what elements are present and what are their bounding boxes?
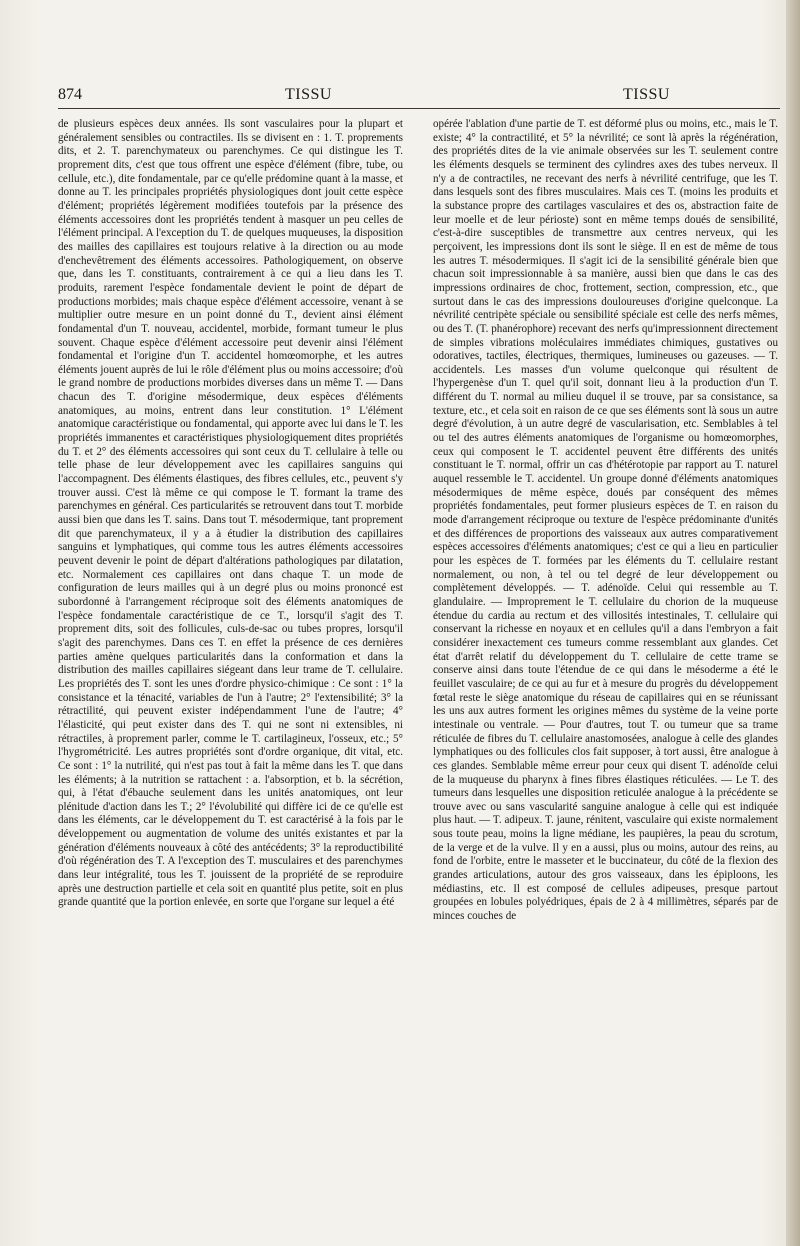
header-rule <box>58 108 780 109</box>
left-column-text: de plusieurs espèces deux années. Ils sont vasculaires pour la plupart et généralement sensibles ou contractiles. Ils se divisent en : 1. T. proprements dits, et 2. T. parenchymateux ou parenchymes. Ce qui distingue les T. proprement dits, c'est que tous offrent une espèce d'élément (fibre, tube, ou cellule, etc.), dite fondamentale, par ce qu'elle prédomine quant à la masse, et donne au T. les principales propriétés physiologiques dont jouit cette espèce d'élément; propriétés légèrement modifiées toutefois par la présence des éléments accessoires dont les propriétés tendent à masquer un peu celles de l'élément principal. A l'exception du T. de quelques muqueuses, la disposition des mailles des capillaires est toujours relative à la direction ou au mode d'enchevêtrement des éléments accessoires. Pathologiquement, on observe que, dans les T. constituants, contrairement à ce qui a lieu dans les T. produits, rarement l'espèce fondamentale devient le point de départ de productions morbides; mais chaque espèce d'élément accessoire, venant à se multiplier outre mesure en un point donné du T., devient ainsi élément fondamental d'un T. nouveau, accidentel, morbide, formant tumeur le plus souvent. Chaque espèce d'élément accessoire peut devenir ainsi l'élément fondamental et l'origine d'un T. accidentel homœomorphe, et les autres éléments jouent auprès de lui le rôle d'élément plus ou moins accessoire; d'où le grand nombre de productions morbides diverses dans un même T. — Dans chacun des T. d'origine mésodermique, deux espèces d'éléments anatomiques, au moins, entrent dans leur constitution. 1° L'élément anatomique caractéristique ou fondamental, qui apporte avec lui dans le T. les propriétés immanentes et caractéristiques physiologiquement dites propriétés du T. et 2° des éléments accessoires qui sont ceux du T. cellulaire à telle ou telle phase de leur développement avec les capillaires sanguins qui l'accompagnent. Des éléments élastiques, des fibres cellules, etc., peuvent s'y trouver aussi. C'est là même ce qui compose le T. formant la trame des parenchymes en général. Ces particularités se retrouvent dans tout T. morbide aussi bien que dans les T. sains. Dans tout T. mésodermique, tant proprement dit que parenchymateux, il y a à étudier la distribution des capillaires sanguins et lymphatiques, qui comme tous les autres éléments accessoires peuvent devenir le point de départ d'altérations pathologiques par dilatation, etc. Normalement ces capillaires ont dans chaque T. un mode de configuration de leurs mailles qui à un degré plus ou moins prononcé est subordonné à l'arrangement réciproque soit des éléments anatomiques de l'espèce fondamentale caractéristique de ce T., lorsqu'il s'agit des T. proprement dits, soit des follicules, culs-de-sac ou tubes propres, lorsqu'il s'agit des parenchymes. Dans ces T. en effet la présence de ces dernières parties amène quelques particularités dans la conformation et dans la distribution des mailles capillaires siégeant dans leur trame de T. cellulaire. Les propriétés des T. sont les unes d'ordre physico-chimique : Ce sont : 1° la consistance et la ténacité, variables de l'un à l'autre; 2° l'extensibilité; 3° la rétractilité, qui peuvent exister indépendamment l'une de l'autre; 4° l'élasticité, qui peut exister dans des T. qui ne sont ni extensibles, ni rétractiles, à proprement parler, comme le T. cartilagineux, l'osseux, etc.; 5° l'hygrométricité. Les autres propriétés sont d'ordre organique, dit vital, etc. Ce sont : 1° la nutrilité, qui n'est pas tout à fait la même dans les T. que dans les éléments; à la nutrition se rattachent : a. l'absorption, et b. la sécrétion, qui, à l'état d'ébauche seulement dans les unités anatomiques, ont leur plénitude d'action dans les T.; 2° l'évolubilité qui diffère ici de ce qu'elle est dans les éléments, car le développement du T. est caractérisé à la fois par le développement ou augmentation de volume des unités existantes et par la génération d'éléments nouveaux à côté des antécédents; 3° la reproductibilité d'où régénération des T. A l'exception des T. musculaires et des parenchymes dans leur intégralité, tous les T. jouissent de la propriété de se reproduire après une destruction partielle et cela soit en quantité plus petite, soit en plus grande quantité que la portion enlevée, en sorte que l'organe sur lequel a été <box>58 118 403 909</box>
right-column <box>433 118 778 924</box>
running-title-left: TISSU <box>285 86 332 103</box>
left-column <box>58 118 403 910</box>
running-title-right: TISSU <box>623 86 670 103</box>
page-edge <box>786 0 800 1246</box>
page-number: 874 <box>58 86 82 103</box>
right-column-text: opérée l'ablation d'une partie de T. est déformé plus ou moins, etc., mais le T. existe; 4° la contractilité, et 5° la névrilité; ce sont là après la régénération, des propriétés dites de la vie animale observées sur les T. seulement contre les éléments desquels se terminent des cylindres axes des tubes nerveux. Il n'y a de contractiles, ne recevant des nerfs à névrilité centrifuge, que les T. dans lesquels sont des fibres musculaires. Mais ces T. (moins les produits et la substance propre des cartilages vasculaires et des os, abstraction faite de leur moelle et de leur périoste) sont en même temps doués de sensibilité, c'est-à-dire susceptibles de transmettre aux centres nerveux, qui les perçoivent, les impressions dont ils sont le siège. Il en est de même de tous les autres T. mésodermiques. Il s'agit ici de la sensibilité générale bien que chacun soit impressionnable à sa manière, aussi bien que dans le cas des impressions ordinaires de choc, frottement, section, compression, etc., que surtout dans le cas des impressions douloureuses d'origine quelconque. La névrilité centripète spéciale ou sensibilité spéciale est celle des nerfs mêmes, ou des T. (T. phanérophore) recevant des nerfs qu'impressionnent directement de simples vibrations moléculaires immédiates chimiques, gustatives ou odoratives, tactiles, électriques, thermiques, lumineuses ou gazeuses. — T. accidentels. Les masses d'un volume quelconque qui résultent de l'hypergenèse d'un T. quel qu'il soit, donnant lieu à la production d'un T. différent du T. normal au milieu duquel il se trouve, par sa consistance, sa texture, etc., et cela soit en raison de ce que ses éléments sont là sous un autre degré d'évolution, à un autre degré de vascularisation, etc. Semblables à tel ou tel des autres éléments anatomiques de l'organisme ou homœomorphes, ceux qui composent le T. accidentel peuvent être différents des unités constituant le T. normal, offrir un cas d'hétérotopie par rapport au T. naturel auquel ressemble le T. accidentel. Un groupe donné d'éléments anatomiques mésodermiques de même espèce, doués par conséquent des mêmes propriétés fondamentales, peut former plusieurs espèces de T. en raison du mode d'arrangement réciproque ou texture de l'espèce prédominante d'unités et des différences de proportions des vaisseaux aux autres comparativement espèces accessoires d'éléments anatomiques; c'est ce qui a lieu en particulier pour les espèces de T. formées par les éléments du T. cellulaire restant normalement, ou non, à tel ou tel degré de leur développement ou complètement développés. — T. adénoïde. Celui qui ressemble au T. glandulaire. — Improprement le T. cellulaire du chorion de la muqueuse étendue du cardia au rectum et des villosités intestinales, T. cellulaire qui conservant la richesse en noyaux et en cellules qu'il a dans l'embryon a fait considérer inexactement ces tumeurs comme ressemblant aux glandes. Cet état d'arrêt relatif du développement du T. cellulaire de cette trame se conserve ainsi dans toute l'étendue de ce qui dans le mésoderme a été le feuillet vasculaire; de ce qui au fur et à mesure du progrès du développement fœtal reste le siège anatomique du réseau de capillaires qui en se réunissant les uns aux autres forment les origines mêmes du système de la veine porte intestinale ou ventrale. — Pour d'autres, tout T. ou tumeur que sa trame réticulée de fibres du T. cellulaire anastomosées, analogue à celle des glandes lymphatiques ou des follicules clos fait supposer, à tort aussi, être analogue à ces glandes. Semblable même erreur pour ceux qui disent T. adénoïde celui de la muqueuse du pharynx à fines fibres élastiques réticulées. — Le T. des tumeurs dans lesquelles une disposition reticulée analogue à la précédente se trouve avec ou sans vascularité sanguine analogue à celle qui est indiquée plus haut. — T. adipeux. T. jaune, rénitent, vasculaire qui existe normalement sous toute peau, moins la ligne médiane, les paupières, la peau du scrotum, de la verge et de la vulve. Il y en a aussi, plus ou moins, autour des reins, au fond de l'orbite, entre le masseter et le buccinateur, du côté de la flexion des grandes articulations, autour des gros vaisseaux, dans les épiploons, les médiastins, etc. Il est composé de cellules adipeuses, presque partout groupées en lobules polyédriques, épais de 2 à 4 millimètres, séparés par de minces couches de <box>433 118 778 923</box>
running-header <box>58 86 780 110</box>
